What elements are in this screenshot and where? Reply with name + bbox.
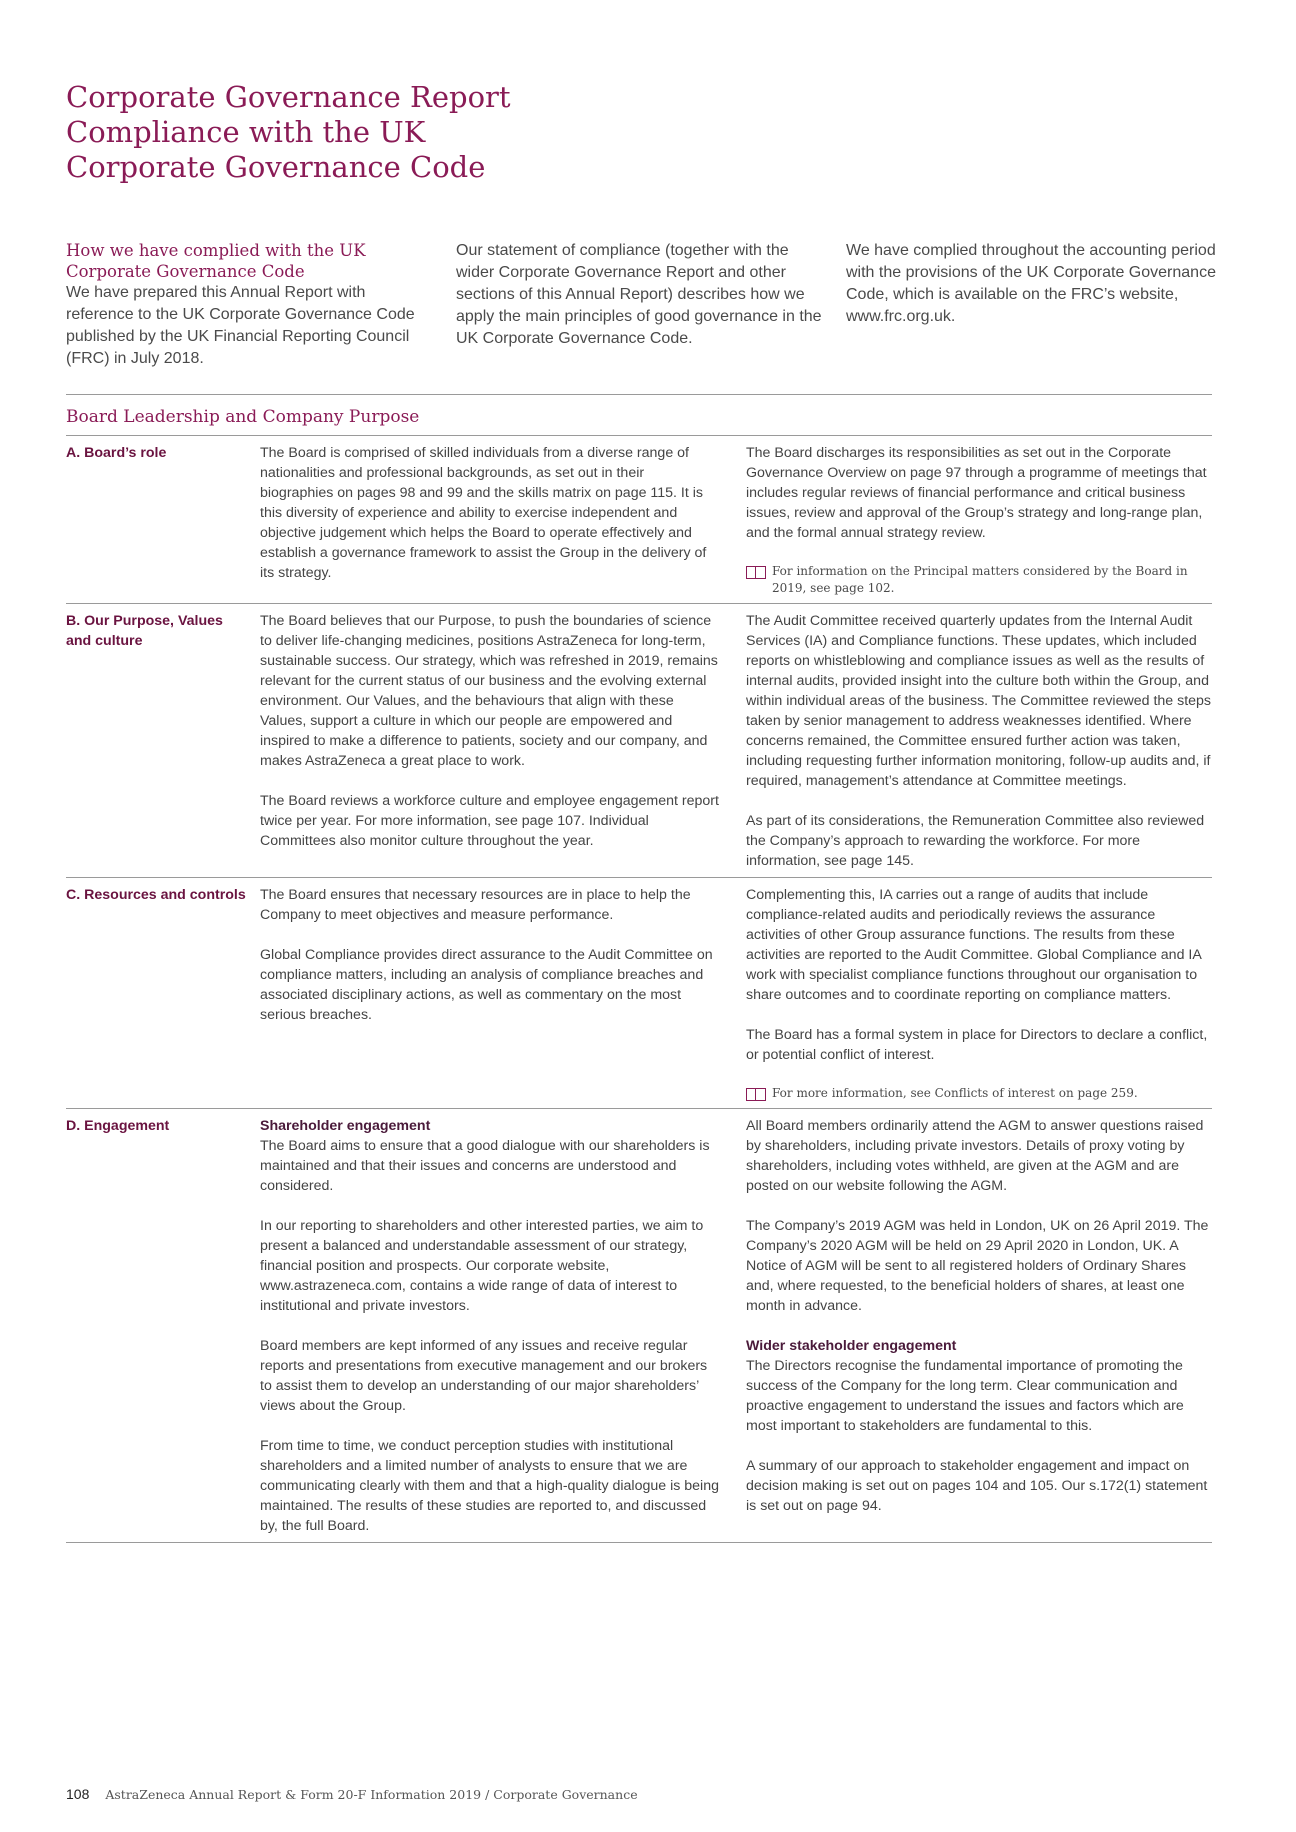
- cross-reference: [746, 1085, 1212, 1102]
- subheading: Shareholder engagement: [260, 1118, 431, 1134]
- table-row: [66, 1109, 1212, 1543]
- page-footer: [66, 1786, 638, 1802]
- page-title: [66, 80, 1212, 185]
- paragraph: A summary of our approach to stakeholder engagement and impact on decision making is set out on pages 104 and 105. Our s.172(1) statement is set out on page 94.: [746, 1458, 1208, 1514]
- row-col-a: [260, 1116, 746, 1536]
- paragraph: The Board believes that our Purpose, to push the boundaries of science to deliver life-changing medicines, positions AstraZeneca for long-term, sustainable success. Our strategy, which was refreshed in 2019, remains relevant for the current status of our business and the evolving external environment. Our Values, and the behaviours that align with these Values, support a culture in which our people are empowered and inspired to make a difference to patients, society and our company, and makes AstraZeneca a great place to work.: [260, 613, 718, 769]
- intro-text-3: We have complied throughout the accounting period with the provisions of the UK Corporate Governance Code, which is available on the FRC’s website, www.frc.org.uk.: [846, 242, 1216, 325]
- row-col-b: [746, 611, 1212, 871]
- cross-reference-text: For more information, see Conflicts of interest on page 259.: [772, 1086, 1138, 1100]
- paragraph-text: The Board aims to ensure that a good dialogue with our shareholders is maintained and that their issues and concerns are understood and considered.: [260, 1138, 710, 1194]
- paragraph: The Board discharges its responsibilities as set out in the Corporate Governance Overview on page 97 through a programme of meetings that includes regular reviews of financial performance and critical business issues, review and approval of the Group’s strategy and long-range plan, and the formal annual strategy review.: [746, 445, 1207, 541]
- intro-columns: [66, 240, 1216, 370]
- table-row: [66, 604, 1212, 878]
- paragraph: Board members are kept informed of any issues and receive regular reports and presentations from executive management and our brokers to assist them to develop an understanding of our major shareholders’ views about the Group.: [260, 1338, 708, 1414]
- paragraph: The Board is comprised of skilled individuals from a diverse range of nationalities and professional backgrounds, as set out in their biographies on pages 98 and 99 and the skills matrix on page 115. It is this diversity of experience and ability to exercise independent and objective judgement which helps the Board to operate effectively and establish a governance framework to assist the Group in the delivery of its strategy.: [260, 445, 707, 581]
- page: [66, 80, 1216, 1543]
- paragraph: From time to time, we conduct perception studies with institutional shareholders and a limited number of analysts to ensure that we are communicating clearly with them and that a high-quality dialogue is being maintained. The results of these studies are reported to, and discussed by, the full Board.: [260, 1438, 719, 1534]
- paragraph: As part of its considerations, the Remuneration Committee also reviewed the Company’s approach to rewarding the workforce. For more information, see page 145.: [746, 813, 1205, 869]
- row-col-a: [260, 443, 746, 597]
- paragraph: All Board members ordinarily attend the AGM to answer questions raised by shareholders, including private investors. Details of proxy voting by shareholders, including votes withheld, are given at the AGM and are posted on our website following the AGM.: [746, 1118, 1204, 1194]
- paragraph: The Company’s 2019 AGM was held in London, UK on 26 April 2019. The Company’s 2020 AGM will be held on 29 April 2020 in London, UK. A Notice of AGM will be sent to all registered holders of Ordinary Shares and, where requested, to the beneficial holders of shares, at least one month in advance.: [746, 1218, 1209, 1314]
- row-col-b: [746, 1116, 1212, 1536]
- intro-text-2: Our statement of compliance (together with the wider Corporate Governance Report and other sections of this Annual Report) describes how we apply the main principles of good governance in the UK Corporate Governance Code.: [456, 242, 822, 347]
- footer-text: AstraZeneca Annual Report & Form 20-F Information 2019 / Corporate Governance: [105, 1787, 638, 1802]
- title-line-3: Corporate Governance Code: [66, 150, 486, 184]
- paragraph: Complementing this, IA carries out a range of audits that include compliance-related audits and periodically reviews the assurance activities of other Group assurance functions. The results from these activities are reported to the Audit Committee. Global Compliance and IA work with specialist compliance functions throughout our organisation to share outcomes and to coordinate reporting on compliance matters.: [746, 887, 1202, 1003]
- page-number: 108: [66, 1786, 90, 1802]
- row-label: C. Resources and controls: [66, 887, 246, 903]
- paragraph-text: The Directors recognise the fundamental importance of promoting the success of the Company for the long term. Clear communication and proactive engagement to understand the issues and factors which are most important to stakeholders are fundamental to this.: [746, 1358, 1184, 1434]
- paragraph: The Board ensures that necessary resources are in place to help the Company to meet objectives and measure performance.: [260, 887, 691, 923]
- paragraph: [260, 1116, 720, 1196]
- row-label: D. Engagement: [66, 1118, 170, 1134]
- paragraph: The Board reviews a workforce culture and employee engagement report twice per year. For more information, see page 107. Individual Committees also monitor culture throughout the year.: [260, 793, 719, 849]
- paragraph: In our reporting to shareholders and other interested parties, we aim to present a balanced and understandable assessment of our strategy, financial position and prospects. Our corporate website, www.astrazeneca.com, contains a wide range of data of interest to institutional and private investors.: [260, 1218, 704, 1314]
- row-col-b: [746, 443, 1212, 597]
- row-label: B. Our Purpose, Values and culture: [66, 613, 223, 649]
- cross-reference: [746, 563, 1212, 597]
- title-line-2: Compliance with the UK: [66, 115, 426, 149]
- row-col-a: [260, 611, 746, 871]
- paragraph: The Board has a formal system in place for Directors to declare a conflict, or potential conflict of interest.: [746, 1027, 1208, 1063]
- table-row: [66, 436, 1212, 604]
- cross-reference-text: For information on the Principal matters considered by the Board in 2019, see page 102.: [772, 564, 1188, 595]
- intro-text-1: We have prepared this Annual Report with reference to the UK Corporate Governance Code published by the UK Financial Reporting Council (FRC) in July 2018.: [66, 284, 415, 367]
- row-col-b: [746, 885, 1212, 1102]
- paragraph: The Audit Committee received quarterly updates from the Internal Audit Services (IA) and Compliance functions. These updates, which included reports on whistleblowing and compliance issues as well as the results of internal audits, provided insight into the culture both within the Group, and within individual areas of the business. The Committee reviewed the steps taken by senior management to address weaknesses identified. Where concerns remained, the Committee ensured further action was taken, including requesting further information monitoring, follow-up audits and, if required, management’s attendance at Committee meetings.: [746, 613, 1212, 789]
- title-line-1: Corporate Governance Report: [66, 80, 511, 114]
- intro-heading: How we have complied with the UK Corporate Governance Code: [66, 241, 366, 281]
- paragraph: Global Compliance provides direct assurance to the Audit Committee on compliance matters, including an analysis of compliance breaches and associated disciplinary actions, as well as commentary on the most serious breaches.: [260, 947, 713, 1023]
- book-icon: [746, 1088, 766, 1101]
- paragraph: [746, 1336, 1212, 1436]
- row-label: A. Board’s role: [66, 445, 167, 461]
- table-row: [66, 878, 1212, 1109]
- row-col-a: [260, 885, 746, 1102]
- subheading: Wider stakeholder engagement: [746, 1338, 957, 1354]
- book-icon: [746, 566, 766, 579]
- compliance-table: [66, 435, 1212, 1543]
- section-title: Board Leadership and Company Purpose: [66, 407, 420, 427]
- intro-col-1: [66, 240, 436, 370]
